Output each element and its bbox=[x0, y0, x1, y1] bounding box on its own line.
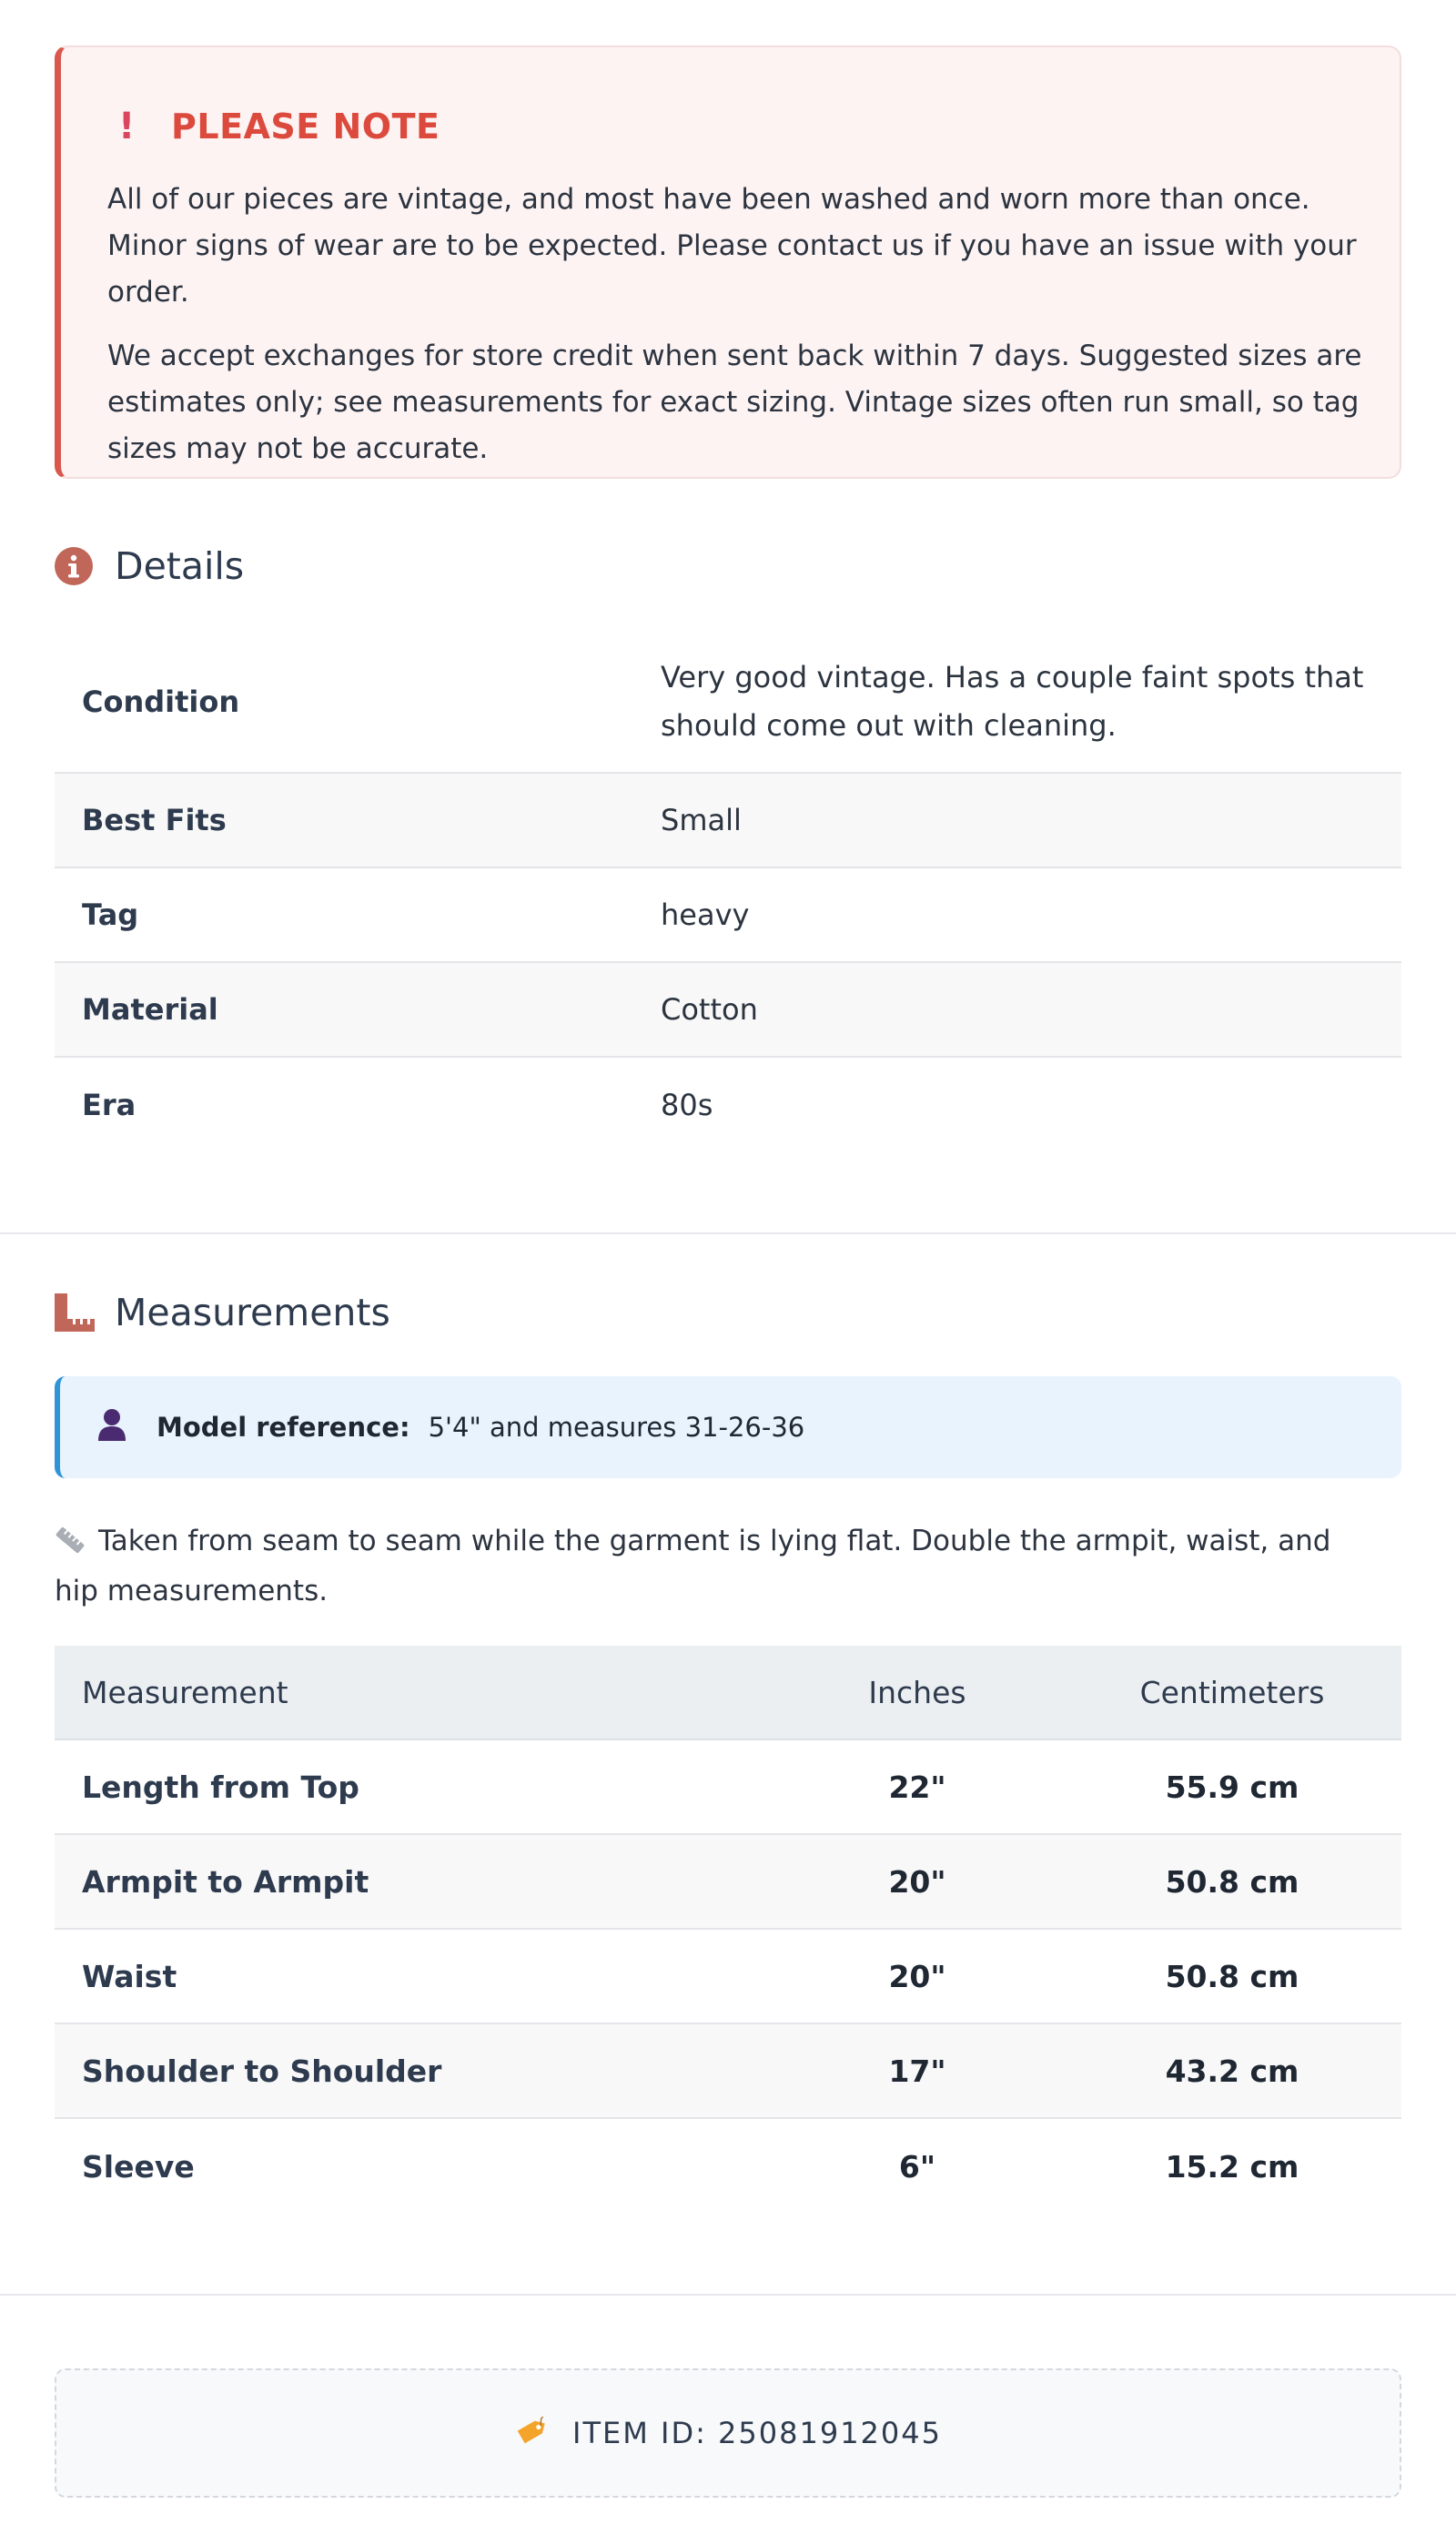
notice-title: PLEASE NOTE bbox=[171, 106, 440, 147]
measurements-table bbox=[55, 1646, 1401, 2214]
details-label: Era bbox=[82, 1088, 136, 1122]
measurement-inches: 6" bbox=[898, 2148, 936, 2185]
measurements-heading bbox=[55, 1285, 390, 1340]
details-label: Best Fits bbox=[82, 803, 227, 837]
details-value: heavy bbox=[661, 897, 750, 932]
exclamation-icon: ! bbox=[118, 106, 136, 147]
model-reference-box bbox=[55, 1376, 1401, 1478]
measurement-cm: 15.2 cm bbox=[1165, 2148, 1299, 2185]
measurement-cm: 55.9 cm bbox=[1165, 1769, 1299, 1805]
details-label: Tag bbox=[82, 897, 139, 932]
measurement-name: Waist bbox=[82, 1958, 177, 1994]
measurement-inches: 20" bbox=[888, 1958, 946, 1994]
section-divider bbox=[0, 1232, 1456, 1234]
details-table bbox=[55, 632, 1401, 1152]
measurement-name: Armpit to Armpit bbox=[82, 1863, 369, 1900]
measurement-name: Shoulder to Shoulder bbox=[82, 2053, 442, 2089]
details-value: 80s bbox=[661, 1087, 713, 1122]
details-row bbox=[55, 963, 1401, 1058]
details-label: Material bbox=[82, 992, 218, 1027]
notice-header bbox=[107, 104, 1356, 149]
details-title: Details bbox=[115, 544, 245, 588]
details-row bbox=[55, 774, 1401, 868]
info-circle-icon bbox=[55, 539, 115, 593]
column-header-measurement: Measurement bbox=[82, 1674, 288, 1710]
notice-paragraph-2: We accept exchanges for store credit when sent back within 7 days. Suggested sizes are estimates only; see measurements for exact sizing. Vintage sizes often run small, so tag sizes may not be accurate. bbox=[107, 340, 1362, 465]
user-icon bbox=[96, 1408, 157, 1447]
model-reference-text: 5'4" and measures 31-26-36 bbox=[428, 1412, 805, 1443]
measurement-cm: 50.8 cm bbox=[1165, 1863, 1299, 1900]
measurements-table-header bbox=[55, 1646, 1401, 1740]
tag-icon bbox=[514, 2417, 572, 2449]
column-header-inches: Inches bbox=[868, 1674, 966, 1710]
details-value: Cotton bbox=[661, 991, 758, 1027]
model-reference-label: Model reference: bbox=[157, 1412, 410, 1443]
details-heading bbox=[55, 539, 244, 593]
ruler-icon bbox=[55, 1285, 115, 1340]
details-row bbox=[55, 868, 1401, 963]
details-value: Very good vintage. Has a couple faint spots that should come out with cleaning. bbox=[661, 660, 1364, 743]
details-label: Condition bbox=[82, 684, 240, 719]
table-row bbox=[55, 2119, 1401, 2214]
item-id-box bbox=[55, 2368, 1401, 2498]
item-id-text: ITEM ID: 25081912045 bbox=[572, 2416, 942, 2450]
section-divider bbox=[0, 2294, 1456, 2296]
ruler-pencil-icon bbox=[55, 1522, 98, 1568]
details-value: Small bbox=[661, 802, 742, 837]
table-row bbox=[55, 1740, 1401, 1835]
measurement-inches: 17" bbox=[888, 2053, 946, 2089]
measurement-note bbox=[55, 1518, 1347, 1615]
measurement-inches: 20" bbox=[888, 1863, 946, 1900]
please-note-box bbox=[55, 46, 1401, 479]
details-row bbox=[55, 1058, 1401, 1152]
measurement-name: Sleeve bbox=[82, 2148, 195, 2185]
table-row bbox=[55, 1930, 1401, 2024]
measurement-note-text: Taken from seam to seam while the garment is lying flat. Double the armpit, waist, and hip measurements. bbox=[55, 1525, 1331, 1607]
measurement-cm: 50.8 cm bbox=[1165, 1958, 1299, 1994]
column-header-centimeters: Centimeters bbox=[1139, 1674, 1325, 1710]
measurement-name: Length from Top bbox=[82, 1769, 359, 1805]
measurement-inches: 22" bbox=[888, 1769, 946, 1805]
table-row bbox=[55, 1835, 1401, 1930]
measurement-cm: 43.2 cm bbox=[1165, 2053, 1299, 2089]
details-row bbox=[55, 632, 1401, 774]
measurements-title: Measurements bbox=[115, 1291, 390, 1334]
table-row bbox=[55, 2024, 1401, 2119]
notice-paragraph-1: All of our pieces are vintage, and most have been washed and worn more than once. Minor signs of wear are to be expected. Please contact us if you have an issue with your order. bbox=[107, 183, 1357, 309]
